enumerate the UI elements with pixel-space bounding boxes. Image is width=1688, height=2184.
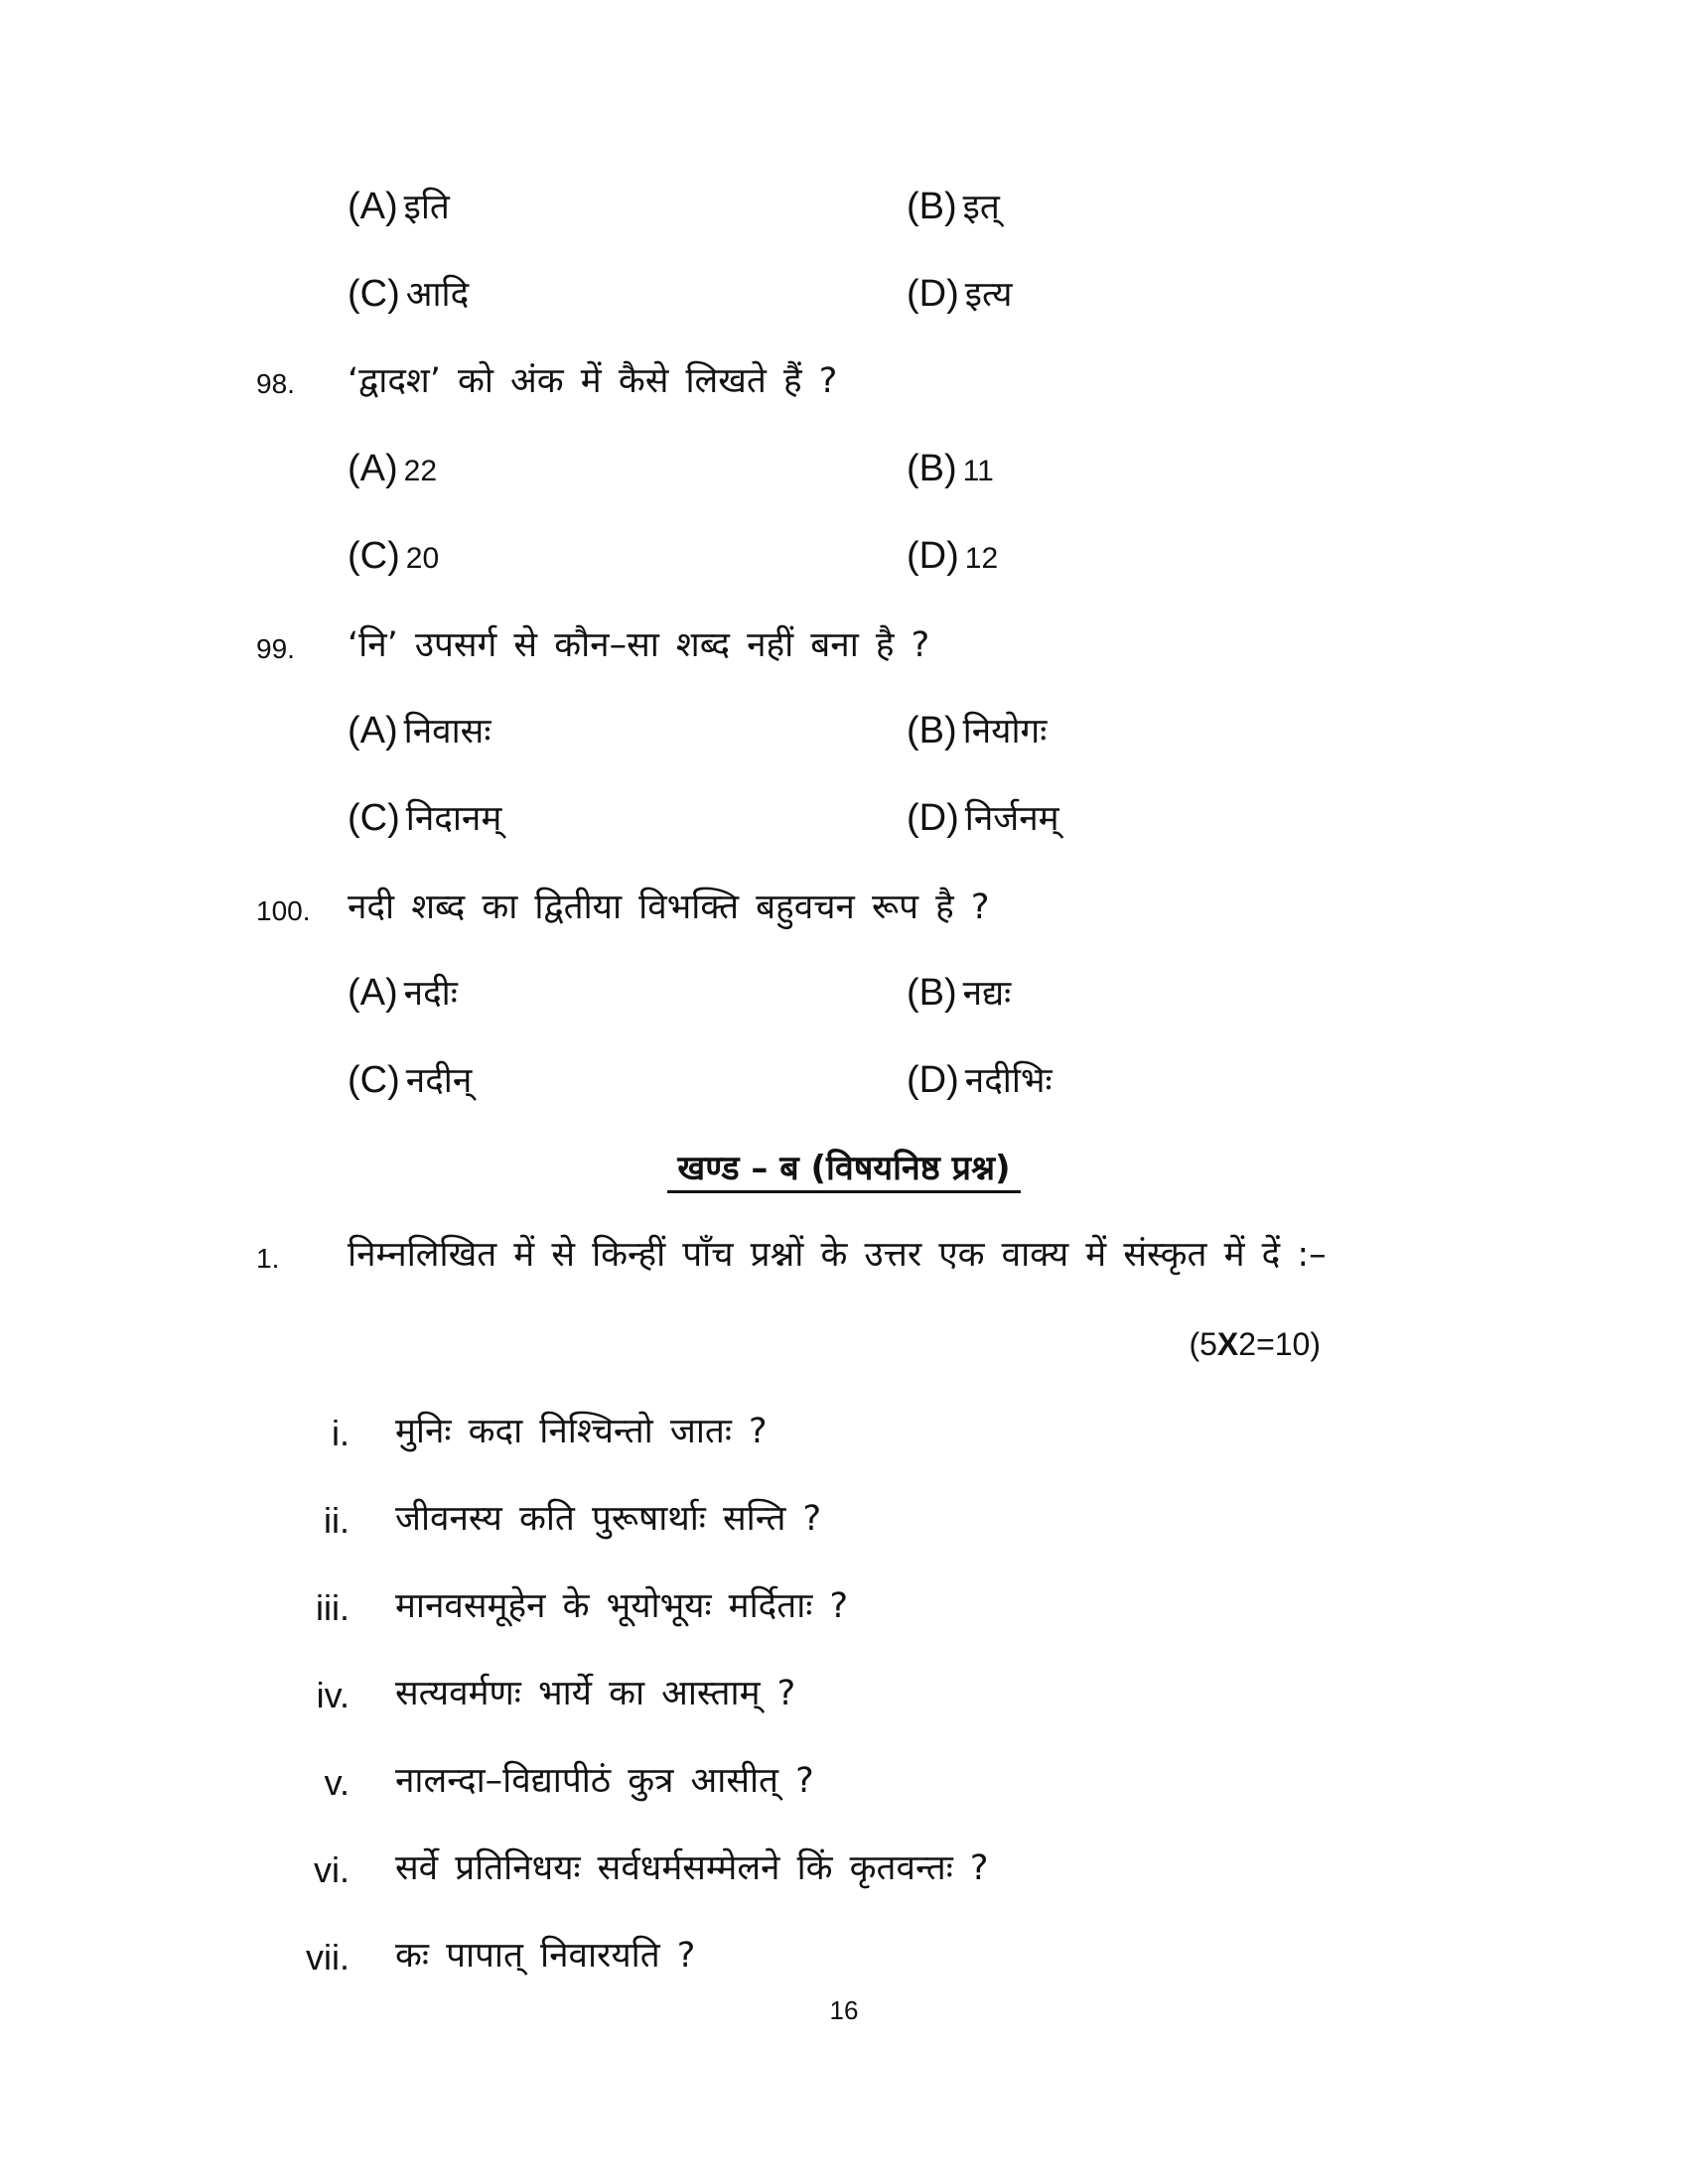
q97-option-c — [348, 272, 469, 317]
q97-option-b — [907, 185, 1000, 229]
subquestion-number: v. — [324, 1762, 350, 1803]
subquestion-text: सर्वे प्रतिनिधयः सर्वधर्मसम्मेलने किं कृतवन्तः ? — [395, 1848, 989, 1888]
q97-option-a — [348, 185, 450, 229]
subquestion-number: iii. — [316, 1587, 350, 1628]
option-text: निदानम् — [405, 799, 502, 839]
marks-multiply: X — [1216, 1326, 1239, 1362]
q100-option-b — [907, 971, 1011, 1016]
q100-option-d — [907, 1058, 1053, 1103]
option-text: आदि — [405, 275, 470, 315]
option-text: 22 — [403, 455, 438, 487]
option-text: इति — [403, 188, 450, 227]
subquestion-number: iv. — [316, 1675, 350, 1715]
q100-option-a — [348, 971, 458, 1016]
option-text: इत्य — [964, 275, 1013, 315]
question-number: 98. — [256, 368, 295, 399]
option-label: (A) — [348, 972, 398, 1014]
option-label: (A) — [348, 710, 398, 751]
option-text: 11 — [962, 455, 994, 487]
option-label: (D) — [907, 273, 959, 315]
option-label: (C) — [348, 1059, 400, 1101]
q98-option-b — [907, 447, 994, 493]
subquestion-number: ii. — [324, 1500, 350, 1541]
option-text: नदीः — [403, 974, 458, 1014]
option-text: निर्जनम् — [964, 799, 1059, 839]
option-label: (B) — [907, 972, 957, 1014]
option-label: (C) — [348, 797, 400, 839]
option-text: नदीभिः — [964, 1061, 1053, 1101]
option-text: 12 — [964, 542, 999, 575]
marks-allocation — [1189, 1322, 1321, 1366]
subquestion-number: i. — [332, 1413, 350, 1453]
page-number: 16 — [829, 1995, 859, 2025]
option-label: (D) — [907, 1059, 959, 1101]
marks-open: (5 — [1189, 1326, 1217, 1362]
question-text: ‘द्वादश’ को अंक में कैसे लिखते हैं ? — [348, 361, 838, 401]
option-text: नदीन् — [405, 1061, 473, 1101]
subquestion-text: सत्यवर्मणः भार्ये का आस्ताम् ? — [395, 1674, 796, 1713]
question-number: 99. — [256, 633, 295, 664]
q98-option-c — [348, 534, 439, 581]
subquestion-text: जीवनस्य कति पुरूषार्थाः सन्ति ? — [395, 1499, 822, 1539]
option-label: (C) — [348, 273, 400, 315]
option-label: (B) — [907, 186, 957, 227]
q99-option-a — [348, 709, 491, 753]
subquestion-text: कः पापात् निवारयति ? — [395, 1936, 696, 1976]
subquestion-text: मानवसमूहेन के भूयोभूयः मर्दिताः ? — [395, 1586, 849, 1626]
option-text: नियोगः — [962, 712, 1048, 751]
q98-option-d — [907, 534, 998, 581]
subquestion-number: vii. — [306, 1937, 350, 1978]
option-text: इत् — [962, 188, 1000, 227]
question-text: ‘नि’ उपसर्ग से कौन–सा शब्द नहीं बना है ? — [348, 625, 930, 665]
q98-option-a — [348, 447, 437, 493]
option-label: (D) — [907, 535, 959, 577]
subquestion-number: vi. — [314, 1849, 350, 1890]
q99-option-d — [907, 796, 1059, 841]
section-heading-text: खण्ड – ब (विषयनिष्ठ प्रश्न) — [667, 1149, 1020, 1193]
option-label: (C) — [348, 535, 400, 577]
question-number: 100. — [256, 895, 311, 926]
q99-option-b — [907, 709, 1047, 753]
option-text: नद्यः — [962, 974, 1012, 1014]
section-heading — [0, 1146, 1688, 1191]
subquestion-text: मुनिः कदा निश्चिन्तो जातः ? — [395, 1412, 768, 1451]
question-text: निम्नलिखित में से किन्हीं पाँच प्रश्नों के उत्तर एक वाक्य में संस्कृत में दें :– — [348, 1235, 1327, 1275]
question-number: 1. — [256, 1243, 280, 1274]
q100-option-c — [348, 1058, 472, 1103]
option-text: 20 — [405, 542, 440, 575]
option-text: निवासः — [403, 712, 492, 751]
option-label: (A) — [348, 448, 398, 489]
question-text: नदी शब्द का द्वितीया विभक्ति बहुवचन रूप है ? — [348, 887, 990, 927]
q97-option-d — [907, 272, 1012, 317]
option-label: (D) — [907, 797, 959, 839]
option-label: (B) — [907, 710, 957, 751]
option-label: (A) — [348, 186, 398, 227]
q99-option-c — [348, 796, 501, 841]
subquestion-text: नालन्दा–विद्यापीठं कुत्र आसीत् ? — [395, 1761, 814, 1801]
marks-close: 2=10) — [1238, 1326, 1321, 1362]
option-label: (B) — [907, 448, 957, 489]
